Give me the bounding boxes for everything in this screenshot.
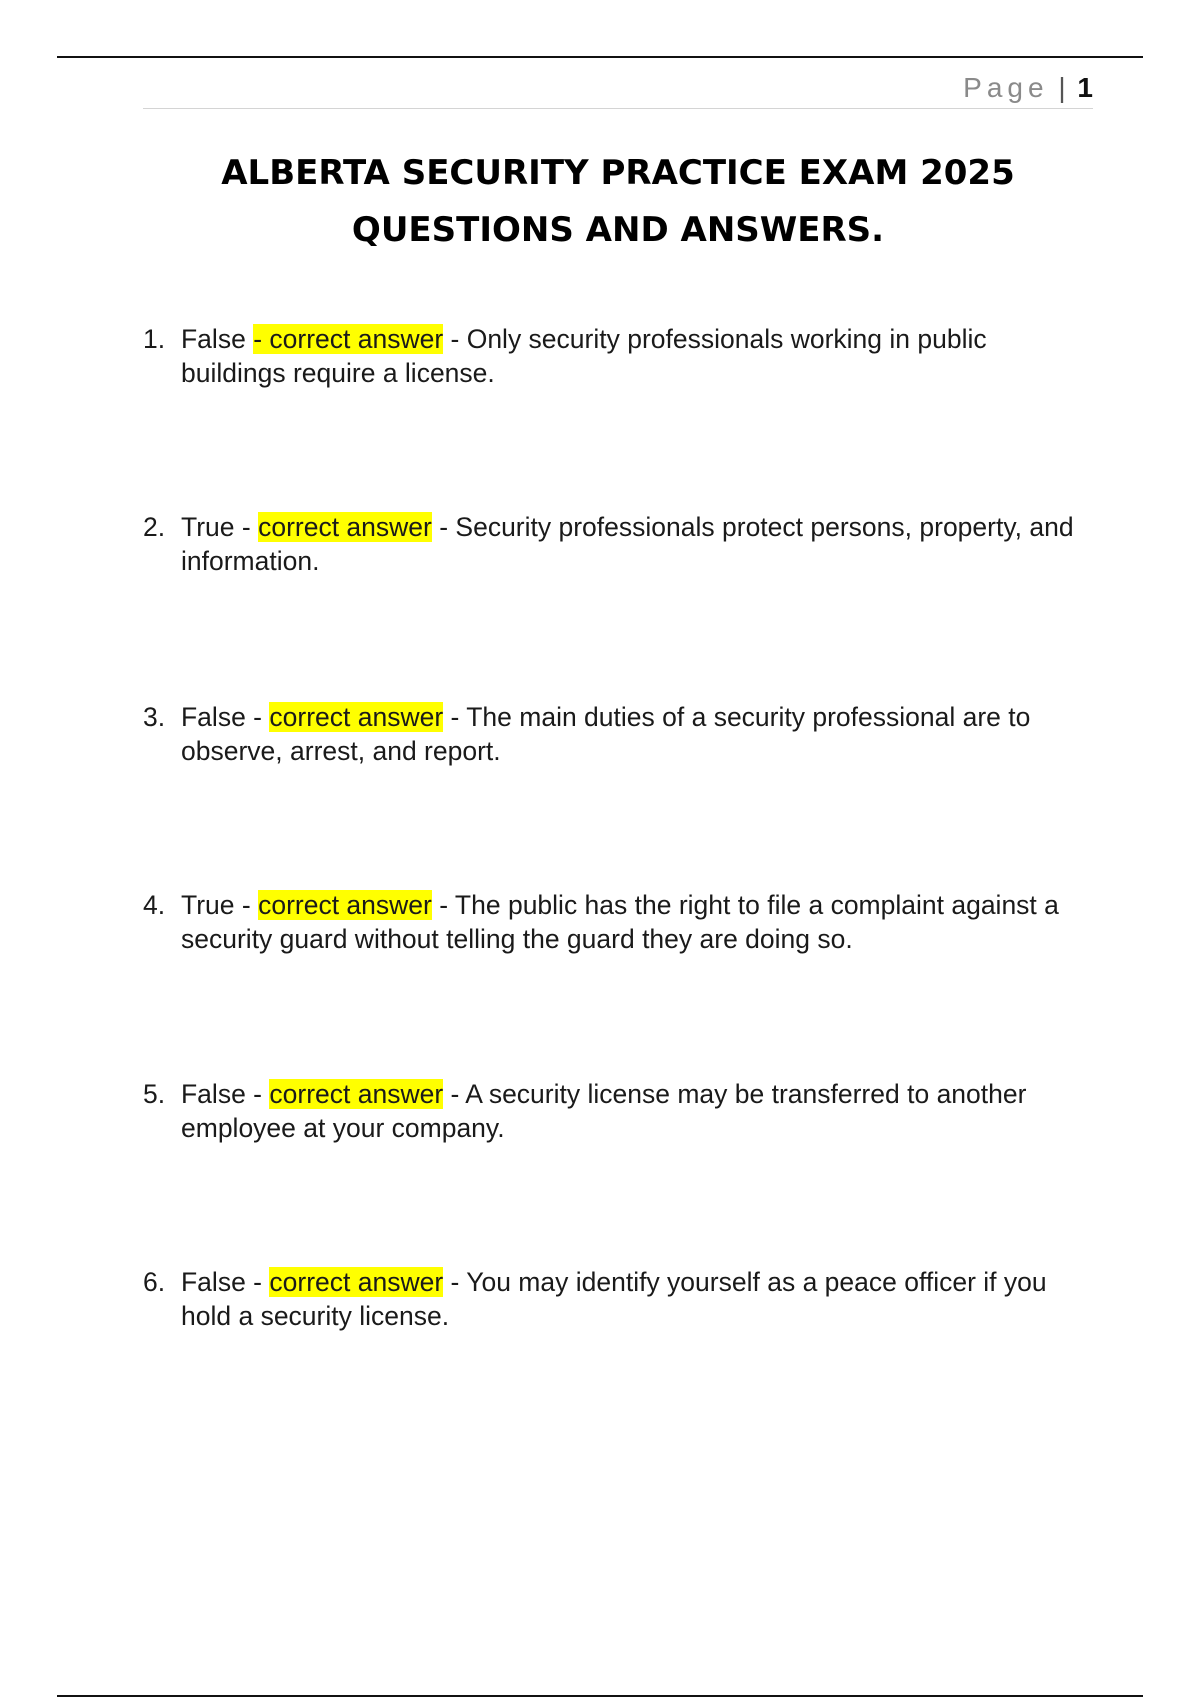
item-number: 1. [143,324,166,354]
item-body [181,510,1093,578]
page-number: 1 [1077,72,1093,103]
correct-answer-highlight: correct answer [258,890,432,920]
qa-item-2 [143,510,1093,578]
item-number: 2. [143,512,166,542]
correct-answer-highlight: correct answer [269,702,444,732]
question-text: - The main duties of a security professional are to observe, arrest, and report. [181,702,1031,766]
item-body [181,1077,1093,1145]
title-line-1: ALBERTA SECURITY PRACTICE EXAM 2025 [221,153,1015,193]
question-text: - You may identify yourself as a peace officer if you hold a security license. [181,1267,1047,1331]
answer-value: False [181,702,246,732]
answer-prefix: - [245,1267,270,1297]
correct-answer-highlight: correct answer [269,1079,444,1109]
answer-value: True [181,890,235,920]
answer-prefix: - [234,512,259,542]
correct-answer-highlight: correct answer [269,1267,444,1297]
item-number: 6. [143,1267,166,1297]
item-body [181,322,1093,390]
answer-prefix: - [234,890,259,920]
answer-value: False [181,1267,246,1297]
qa-item-6 [143,1265,1093,1333]
correct-answer-highlight: correct answer [258,512,432,542]
question-text: - Security professionals protect persons, property, and information. [181,512,1074,576]
question-text: - The public has the right to file a complaint against a security guard without telling the guard they are doing so. [181,890,1059,954]
answer-prefix: - [245,1079,270,1109]
answer-value: False [181,1079,246,1109]
qa-item-4 [143,888,1093,956]
item-body [181,700,1093,768]
answer-prefix: - [245,702,270,732]
bottom-rule [57,1695,1143,1697]
item-number: 3. [143,702,166,732]
qa-item-1 [143,322,1093,390]
item-body [181,1265,1093,1333]
answer-value: True [181,512,235,542]
item-number: 5. [143,1079,166,1109]
page-separator: | [1058,72,1066,103]
qa-item-5 [143,1077,1093,1145]
qa-item-3 [143,700,1093,768]
question-text: - Only security professionals working in public buildings require a license. [181,324,987,388]
item-number: 4. [143,890,166,920]
correct-answer-highlight: - correct answer [253,324,444,354]
item-body [181,888,1093,956]
title-line-2: QUESTIONS AND ANSWERS. [351,210,885,250]
answer-value: False [181,324,246,354]
page-label: Page [963,72,1049,103]
question-text: - A security license may be transferred to another employee at your company. [181,1079,1027,1143]
